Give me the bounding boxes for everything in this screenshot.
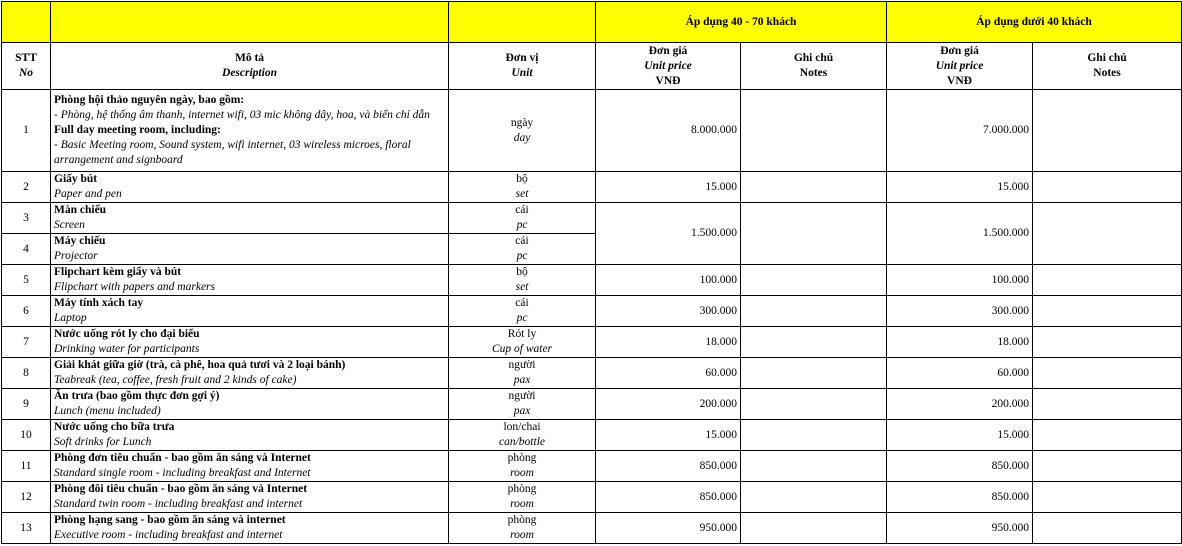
note-under-40 [1033, 389, 1182, 420]
note-label: Ghi chú [793, 52, 834, 64]
unit-en: pc [516, 219, 528, 231]
row-unit [449, 327, 596, 358]
row-unit [449, 90, 596, 172]
unit-en: pc [516, 250, 528, 262]
row-number: 3 [2, 203, 51, 234]
stt-label: STT [15, 52, 37, 64]
price-40-70: 18.000 [596, 327, 741, 358]
row-description [51, 234, 449, 265]
note-label: Ghi chú [1087, 52, 1127, 64]
row-description [51, 203, 449, 234]
unit-vi: phòng [507, 452, 537, 464]
row-description [51, 265, 449, 296]
item-name-vi: Máy tính xách tay [54, 297, 144, 309]
group-header-40-70: Áp dụng 40 - 70 khách [596, 2, 887, 43]
unit-vi: bộ [516, 173, 528, 185]
row-unit [449, 358, 596, 389]
header-blank-cell [449, 2, 596, 43]
col-header-unit [449, 43, 596, 90]
unit-vi: cái [515, 204, 529, 216]
row-description [51, 389, 449, 420]
item-name-en: Standard single room - including breakfast and Internet [54, 467, 311, 479]
unit-label-en: Unit [511, 67, 533, 79]
note-40-70 [741, 420, 887, 451]
price-40-70: 60.000 [596, 358, 741, 389]
description-label: Mô tả [234, 52, 265, 64]
row-unit [449, 513, 596, 544]
unit-vi: lon/chai [503, 421, 541, 433]
note-under-40 [1033, 451, 1182, 482]
table-row [2, 296, 1182, 327]
note-40-70 [741, 265, 887, 296]
row-unit [449, 482, 596, 513]
table-row [2, 327, 1182, 358]
note-under-40 [1033, 203, 1182, 265]
item-name-vi: Phòng đơn tiêu chuẩn - bao gồm ăn sáng và Internet [54, 452, 311, 464]
item-name-en: Soft drinks for Lunch [54, 436, 152, 448]
row-unit [449, 420, 596, 451]
item-name-en: Screen [54, 219, 85, 231]
item-name-en: Projector [54, 250, 98, 262]
table-row [2, 358, 1182, 389]
item-name-en: Teabreak (tea, coffee, fresh fruit and 2 kinds of cake) [54, 374, 297, 386]
price-under-40: 100.000 [887, 265, 1033, 296]
unit-en: room [510, 498, 534, 510]
unit-vi: ngày [510, 116, 534, 129]
header-blank-cell [51, 2, 449, 43]
item-name-vi: Phòng hội thảo nguyên ngày, bao gồm: [54, 94, 245, 106]
row-number: 6 [2, 296, 51, 327]
row-number: 8 [2, 358, 51, 389]
item-detail-en: - Basic Meeting room, Sound system, wifi internet, 03 wireless microes, floral arrangement and signboard [54, 139, 411, 166]
row-number: 2 [2, 172, 51, 203]
row-description [51, 420, 449, 451]
item-name-vi: Màn chiếu [54, 204, 107, 216]
price-40-70: 200.000 [596, 389, 741, 420]
price-under-40: 15.000 [887, 420, 1033, 451]
price-40-70: 300.000 [596, 296, 741, 327]
row-number: 12 [2, 482, 51, 513]
note-under-40 [1033, 90, 1182, 172]
price-under-40: 1.500.000 [887, 203, 1033, 265]
row-number: 10 [2, 420, 51, 451]
note-40-70 [741, 358, 887, 389]
unit-label: Đơn vị [505, 52, 539, 64]
item-name-vi: Phòng đôi tiêu chuẩn - bao gồm ăn sáng và Internet [54, 483, 308, 495]
item-name-en: Standard twin room - including breakfast and internet [54, 498, 303, 510]
table-row [2, 420, 1182, 451]
unit-en: pc [516, 312, 528, 324]
unit-en: Cup of water [491, 343, 553, 355]
unit-vi: Rót ly [507, 328, 537, 340]
price-under-40: 60.000 [887, 358, 1033, 389]
price-40-70: 950.000 [596, 513, 741, 544]
row-description [51, 172, 449, 203]
unit-en: room [510, 467, 534, 479]
price-40-70: 850.000 [596, 451, 741, 482]
price-40-70: 15.000 [596, 420, 741, 451]
unit-vi: cái [515, 297, 529, 309]
note-under-40 [1033, 327, 1182, 358]
item-name-en: Lunch (menu included) [54, 405, 161, 417]
item-name-vi: Nước uống cho bữa trưa [54, 421, 175, 433]
item-name-vi: Ăn trưa (bao gồm thực đơn gợi ý) [54, 390, 220, 402]
unit-vi: người [508, 359, 536, 371]
col-header-note-b [1033, 43, 1182, 90]
table-row [2, 482, 1182, 513]
unit-en: set [515, 281, 529, 293]
item-name-vi: Flipchart kèm giấy và bút [54, 266, 182, 278]
row-unit [449, 389, 596, 420]
price-under-40: 7.000.000 [887, 90, 1033, 172]
table-row [2, 203, 1182, 234]
table-row [2, 265, 1182, 296]
column-header-row [2, 43, 1182, 90]
item-name-vi: Nước uống rót ly cho đại biểu [54, 328, 200, 340]
col-header-price-a [596, 43, 741, 90]
unit-en: pax [513, 405, 531, 417]
col-header-stt [2, 43, 51, 90]
group-header-under-40: Áp dụng dưới 40 khách [887, 2, 1182, 43]
row-unit [449, 203, 596, 234]
unit-en: set [515, 188, 529, 200]
note-under-40 [1033, 358, 1182, 389]
table-row [2, 90, 1182, 172]
row-number: 5 [2, 265, 51, 296]
note-under-40 [1033, 296, 1182, 327]
unit-en: day [513, 131, 531, 144]
row-unit [449, 265, 596, 296]
note-40-70 [741, 203, 887, 265]
unit-vi: phòng [507, 514, 537, 526]
group-header-row [2, 2, 1182, 43]
price-under-40: 850.000 [887, 451, 1033, 482]
price-40-70: 15.000 [596, 172, 741, 203]
price-label-en: Unit price [644, 59, 692, 72]
note-40-70 [741, 451, 887, 482]
table-row [2, 172, 1182, 203]
description-label-en: Description [222, 67, 277, 79]
note-under-40 [1033, 265, 1182, 296]
unit-vi: bộ [516, 266, 528, 278]
col-header-price-b [887, 43, 1033, 90]
item-name-en: Flipchart with papers and markers [54, 281, 215, 293]
note-label-en: Notes [1093, 67, 1121, 79]
col-header-note-a [741, 43, 887, 90]
item-name-en: Full day meeting room, including: [54, 124, 221, 136]
row-number: 4 [2, 234, 51, 265]
row-unit [449, 172, 596, 203]
row-number: 11 [2, 451, 51, 482]
item-detail-vi: - Phòng, hệ thống âm thanh, internet wifi, 03 mic không dây, hoa, và biển chỉ dẫn [54, 109, 430, 121]
note-under-40 [1033, 172, 1182, 203]
price-40-70: 8.000.000 [596, 90, 741, 172]
price-under-40: 850.000 [887, 482, 1033, 513]
price-under-40: 18.000 [887, 327, 1033, 358]
item-name-vi: Phòng hạng sang - bao gồm ăn sáng và internet [54, 514, 286, 526]
price-40-70: 1.500.000 [596, 203, 741, 265]
price-under-40: 300.000 [887, 296, 1033, 327]
table-row [2, 451, 1182, 482]
note-40-70 [741, 172, 887, 203]
price-currency: VNĐ [947, 74, 972, 87]
item-name-vi: Giấy bút [54, 173, 98, 185]
price-table [1, 1, 1182, 544]
price-label: Đơn giá [940, 44, 979, 57]
item-name-en: Drinking water for participants [54, 343, 200, 355]
row-description [51, 451, 449, 482]
unit-en: room [510, 529, 534, 541]
row-unit [449, 296, 596, 327]
unit-en: can/bottle [499, 436, 545, 448]
row-number: 1 [2, 90, 51, 172]
note-label-en: Notes [799, 67, 828, 79]
note-40-70 [741, 513, 887, 544]
price-under-40: 200.000 [887, 389, 1033, 420]
note-under-40 [1033, 420, 1182, 451]
row-description [51, 90, 449, 172]
col-header-description [51, 43, 449, 90]
note-40-70 [741, 90, 887, 172]
item-name-vi: Giải khát giữa giờ (trà, cà phê, hoa quả tươi và 2 loại bánh) [54, 359, 346, 371]
price-currency: VNĐ [655, 74, 681, 87]
price-label: Đơn giá [648, 44, 688, 57]
unit-en: pax [513, 374, 531, 386]
header-blank-cell [2, 2, 51, 43]
row-description [51, 513, 449, 544]
note-40-70 [741, 327, 887, 358]
price-40-70: 100.000 [596, 265, 741, 296]
price-under-40: 950.000 [887, 513, 1033, 544]
row-number: 13 [2, 513, 51, 544]
row-number: 7 [2, 327, 51, 358]
row-description [51, 327, 449, 358]
row-number: 9 [2, 389, 51, 420]
unit-vi: người [508, 390, 536, 402]
item-name-vi: Máy chiếu [54, 235, 106, 247]
unit-vi: phòng [507, 483, 537, 495]
stt-label-en: No [18, 67, 34, 79]
note-40-70 [741, 296, 887, 327]
row-unit [449, 451, 596, 482]
row-description [51, 296, 449, 327]
table-row [2, 513, 1182, 544]
note-under-40 [1033, 513, 1182, 544]
price-label-en: Unit price [935, 59, 984, 72]
note-under-40 [1033, 482, 1182, 513]
price-40-70: 850.000 [596, 482, 741, 513]
note-40-70 [741, 389, 887, 420]
row-description [51, 358, 449, 389]
row-unit [449, 234, 596, 265]
table-row [2, 389, 1182, 420]
item-name-en: Laptop [54, 312, 87, 324]
note-40-70 [741, 482, 887, 513]
item-name-en: Executive room - including breakfast and internet [54, 529, 283, 541]
price-under-40: 15.000 [887, 172, 1033, 203]
item-name-en: Paper and pen [54, 188, 122, 200]
unit-vi: cái [515, 235, 529, 247]
row-description [51, 482, 449, 513]
